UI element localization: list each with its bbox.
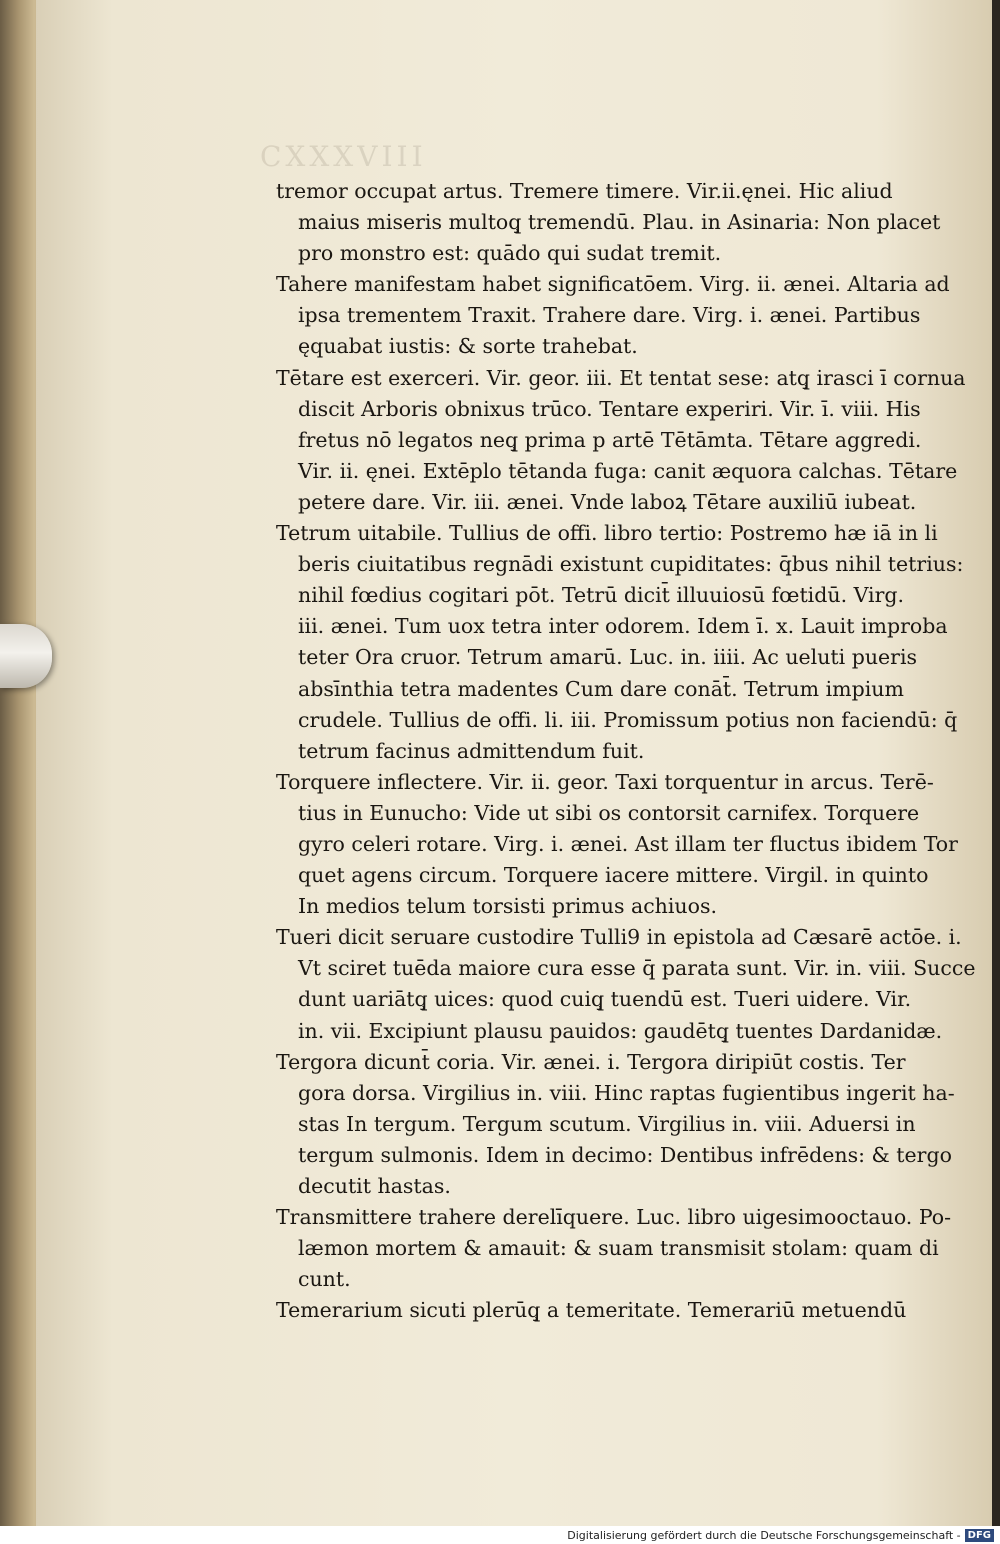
text-line: Tetrum uitabile. Tullius de offi. libro tertio: Postremo hæ iā in li (276, 521, 938, 546)
text-line: Transmittere trahere derelīquere. Luc. libro uigesimooctauo. Po- (276, 1205, 952, 1230)
text-line: cunt. (298, 1267, 351, 1292)
text-line: tetrum facinus admittendum fuit. (298, 738, 645, 763)
text-line: Temerarium sicuti plerūq̧ a temeritate. Temerariū metuendū (276, 1298, 907, 1323)
footer-credit: Digitalisierung gefördert durch die Deutsche Forschungsgemeinschaft - (567, 1528, 961, 1542)
text-line: Vt sciret tuēda maiore cura esse q̄ parata sunt. Vir. in. viii. Succe (298, 956, 976, 981)
text-line: absīnthia tetra madentes Cum dare conāt̄. Tetrum impium (298, 676, 904, 701)
text-line: tergum sulmonis. Idem in decimo: Dentibus infrēdens: & tergo (298, 1142, 952, 1167)
text-line: tremor occupat artus. Tremere timere. Vir.ii.ęnei. Hic aliud (276, 179, 893, 203)
text-line: gyro celeri rotare. Virg. i. ænei. Ast illam ter fluctus ibidem Tor (298, 831, 958, 856)
text-line: stas In tergum. Tergum scutum. Virgilius in. viii. Aduersi in (298, 1111, 916, 1136)
text-line: pro monstro est: quādo qui sudat tremit. (298, 241, 722, 266)
text-line: quet agens circum. Torquere iacere mittere. Virgil. in quinto (298, 863, 929, 888)
text-line: nihil fœdius cogitari pōt. Tetrū dicit̄ illuuiosū fœtidū. Virg. (298, 583, 905, 608)
text-line: tius in Eunucho: Vide ut sibi os contorsit carnifex. Torquere (298, 800, 920, 825)
text-line: fretus nō legatos neq̧ prima p artē Tētāmta. Tētare aggredi. (298, 427, 922, 452)
footer-bar (0, 1526, 1000, 1544)
text-line: in. vii. Excipiunt plausu pauidos: gaudētq̧ tuentes Dardanidæ. (298, 1018, 943, 1043)
header-bleed-through: CXXXVIII (260, 140, 427, 173)
page-text (276, 176, 976, 1326)
text-line: Tētare est exerceri. Vir. geor. iii. Et tentat sese: atq̧ irasci ī cornua (276, 365, 966, 390)
dfg-logo: DFG (965, 1529, 994, 1542)
text-line: beris ciuitatibus regnādi existunt cupiditates: q̄bus nihil tetrius: (298, 552, 964, 577)
text-line: discit Arboris obnixus trūco. Tentare experiri. Vir. ī. viii. His (298, 396, 921, 421)
text-line: Vir. ii. ęnei. Extēplo tētanda fuga: canit æquora calchas. Tētare (298, 458, 958, 483)
text-line: ipsa trementem Traxit. Trahere dare. Virg. i. ænei. Partibus (298, 303, 921, 328)
text-line: ęquabat iustis: & sorte trahebat. (298, 334, 638, 359)
text-line: Tueri dicit seruare custodire Tulli9 in epistola ad Cæsarē actōe. i. (276, 925, 962, 950)
text-line: maius miseris multoq̧ tremendū. Plau. in Asinaria: Non placet (298, 210, 941, 235)
text-line: iii. ænei. Tum uox tetra inter odorem. Idem ī. x. Lauit improba (298, 614, 948, 639)
text-line: gora dorsa. Virgilius in. viii. Hinc raptas fugientibus ingerit ha- (298, 1080, 955, 1105)
text-line: dunt uariātq̧ uices: quod cuiq̧ tuendū est. Tueri uidere. Vir. (298, 987, 912, 1012)
text-line: decutit hastas. (298, 1174, 451, 1198)
text-line: Tahere manifestam habet significatōem. Virg. ii. ænei. Altaria ad (276, 272, 950, 297)
text-line: teter Ora cruor. Tetrum amarū. Luc. in. iiii. Ac ueluti pueris (298, 645, 918, 670)
text-line: petere dare. Vir. iii. ænei. Vnde laboꝝ Tētare auxiliū iubeat. (298, 489, 917, 514)
text-line: Torquere inflectere. Vir. ii. geor. Taxi torquentur in arcus. Terē- (276, 769, 934, 794)
page-gutter-shadow (992, 0, 1000, 1526)
text-line: In medios telum torsisti primus achiuos. (298, 894, 718, 919)
text-line: crudele. Tullius de offi. li. iii. Promissum potius non faciendū: q̄ (298, 707, 958, 732)
text-line: Tergora dicunt̄ coria. Vir. ænei. i. Tergora diripiūt costis. Ter (276, 1049, 906, 1074)
text-line: læmon mortem & amauit: & suam transmisit stolam: quam di (298, 1236, 939, 1261)
